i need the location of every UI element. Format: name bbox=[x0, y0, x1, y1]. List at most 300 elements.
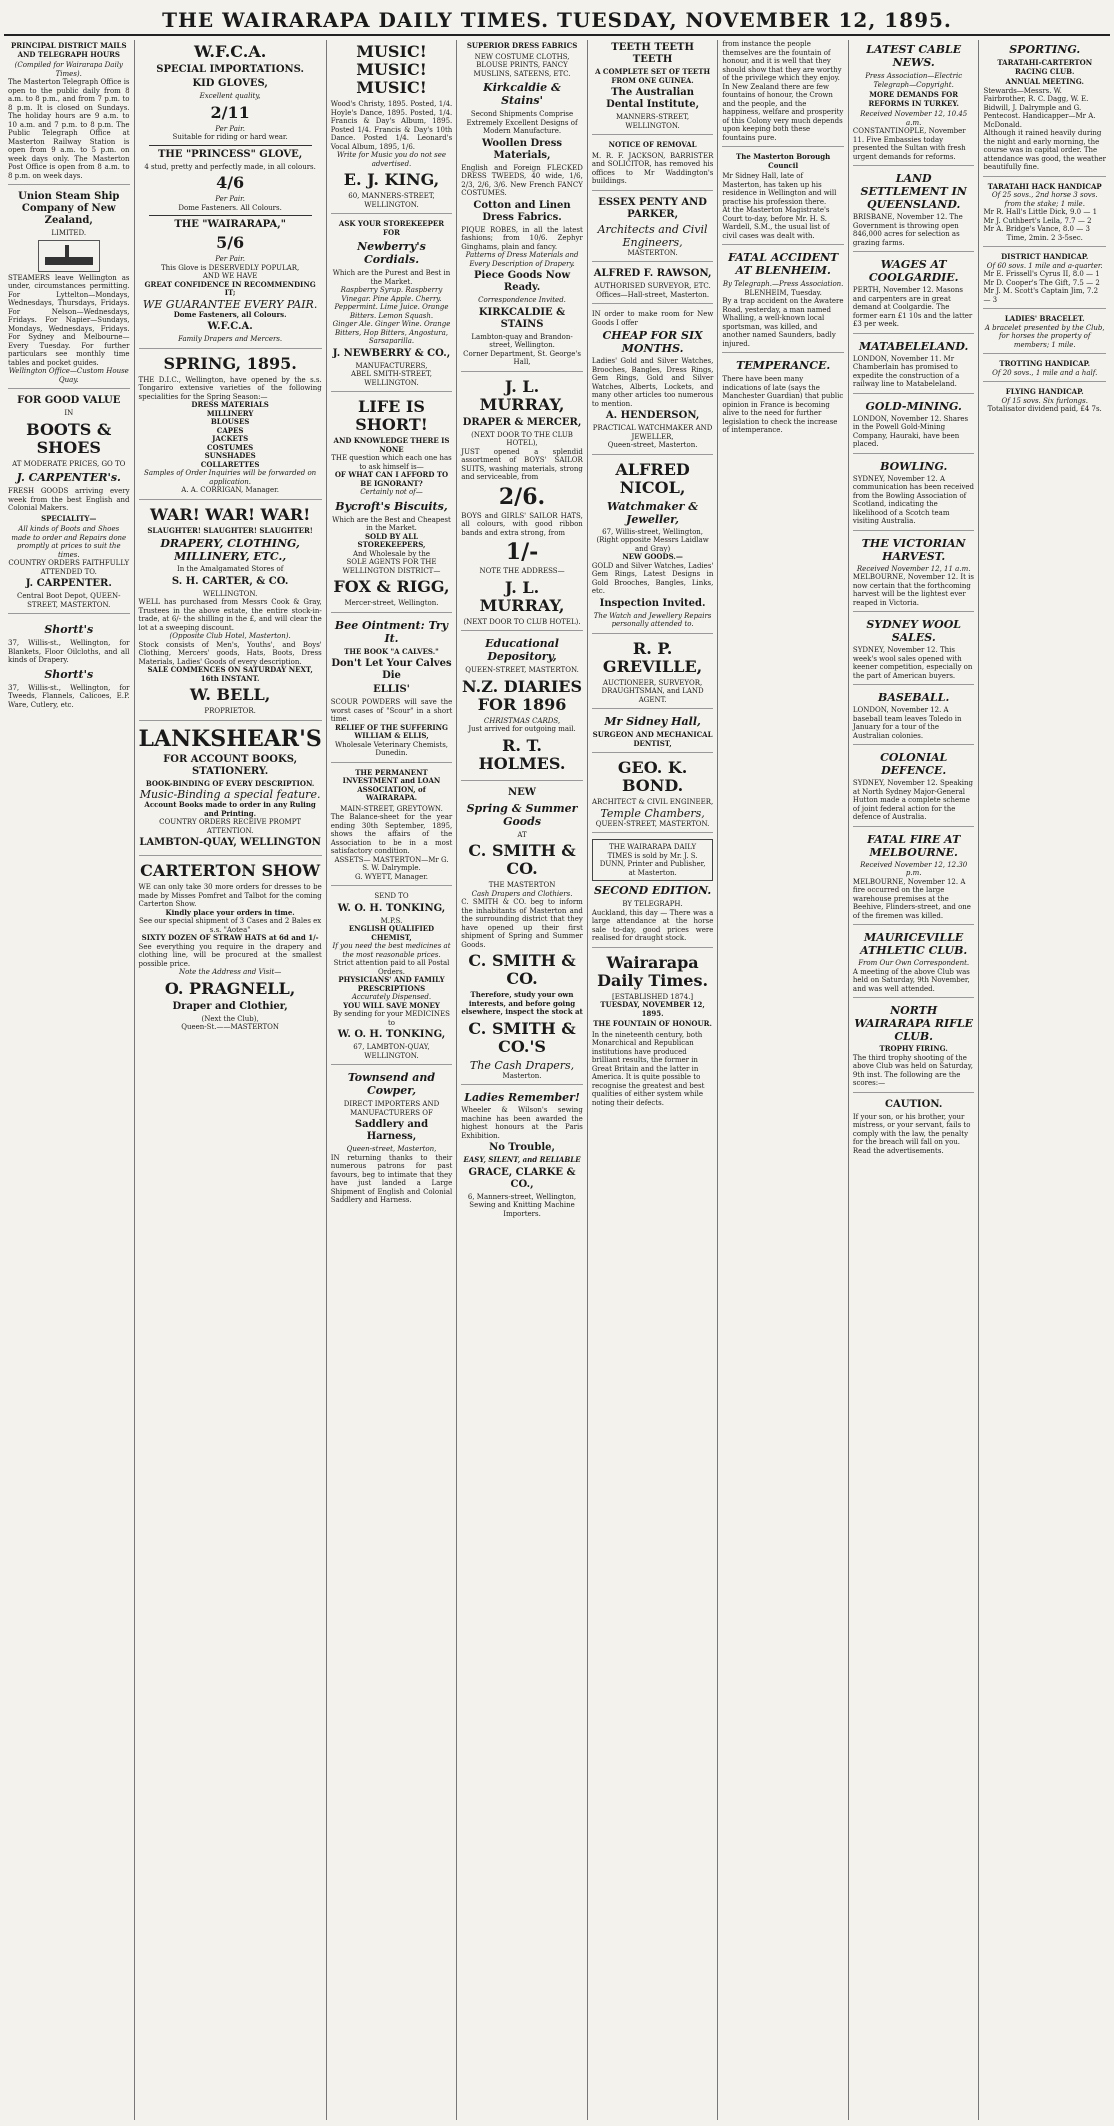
elton-name: WILLIAM & ELLIS, bbox=[354, 731, 429, 740]
price-2-11: 2/11 bbox=[210, 102, 250, 122]
union-steamship-ad bbox=[8, 191, 130, 389]
demands-date: Received November 12, 10.45 a.m. bbox=[860, 110, 968, 127]
music-heading: MUSIC! MUSIC! MUSIC! bbox=[356, 42, 427, 97]
sold: SOLD BY ALL STOREKEEPERS, bbox=[357, 531, 426, 549]
columns bbox=[4, 40, 1110, 2120]
wfca-heading: W.F.C.A. bbox=[193, 42, 267, 61]
rawson-addr: Offices—Hall-street, Masterton. bbox=[596, 290, 710, 299]
steamer-icon bbox=[38, 240, 100, 272]
taratahi-heading: TARATAHI-CARTERTON RACING CLUB. bbox=[997, 58, 1093, 76]
slaughter: SLAUGHTER! SLAUGHTER! SLAUGHTER! bbox=[147, 525, 313, 535]
permanent-body: The Balance-sheet for the year ending 30th September, 1895, shows the affairs of the Association to be in a most satisfactory condition. bbox=[330, 813, 453, 855]
grace-name: GRACE, CLARKE & CO., bbox=[468, 1166, 576, 1190]
henderson-addr: Queen-street, Masterton. bbox=[607, 441, 698, 449]
music-ad bbox=[331, 43, 453, 214]
grace-addr: 6, Manners-street, Wellington, Sewing and Knitting Machine Importers. bbox=[467, 1192, 577, 1218]
jackson: M. R. F. JACKSON, BARRISTER and SOLICITOR, has removed his offices to Mr Waddington's buildings. bbox=[591, 151, 714, 185]
demands-heading: MORE DEMANDS FOR REFORMS IN TURKEY. bbox=[868, 90, 959, 108]
ladies-body: Wheeler & Wilson's sewing machine has been awarded the highest honours at the Paris Exhibition. bbox=[461, 1106, 583, 1140]
bycroft-body: Which are the Best and Cheapest in the Market. bbox=[332, 515, 451, 532]
cheap: CHEAP FOR SIX MONTHS. bbox=[602, 329, 703, 355]
column-8 bbox=[979, 40, 1110, 2120]
fatal-body: By a trap accident on the Awatere Road, yesterday, a man named Whalling, a well-known local sportsman, was killed, and another named Saunders, badly injured. bbox=[722, 297, 844, 348]
column-1 bbox=[4, 40, 135, 2120]
spring-1895: SPRING, 1895. bbox=[163, 353, 297, 373]
latest-cable: LATEST CABLE NEWS. bbox=[866, 43, 962, 69]
wages-body: PERTH, November 12. Masons and carpenters are in great demand at Coolgardie. The former earn £1 10s and the latter £3 per week. bbox=[852, 286, 973, 328]
english-chemist: ENGLISH QUALIFIED CHEMIST, bbox=[348, 924, 435, 942]
maurice-heading: MAURICEVILLE ATHLETIC CLUB. bbox=[860, 931, 968, 957]
holmes-ad bbox=[461, 637, 583, 781]
war-ad bbox=[139, 506, 322, 721]
townsend-name: Townsend and Cowper, bbox=[347, 1071, 436, 1097]
sidney-sub: SURGEON AND MECHANICAL DENTIST, bbox=[592, 730, 713, 748]
trot-heading: TROTTING HANDICAP. bbox=[999, 359, 1091, 368]
hack-body: Of 25 sovs., 2nd horse 3 sovs. from the stake; 1 mile. bbox=[991, 191, 1098, 208]
column-3 bbox=[327, 40, 458, 2120]
spring-body: THE D.I.C., Wellington, have opened by the s.s. Tongariro extensive varieties of the following specialities for the Spring Season:— bbox=[138, 375, 322, 401]
union-heading: Union Steam Ship Company of New Zealand, bbox=[18, 191, 120, 226]
wool-heading: SYDNEY WOOL SALES. bbox=[866, 618, 962, 644]
country-orders: COUNTRY ORDERS RECEIVE PROMPT ATTENTION. bbox=[159, 818, 302, 835]
union-sub: LIMITED. bbox=[51, 229, 87, 237]
result-6: Mr J. M. Scott's Captain Jim, 7.2 — 3 bbox=[983, 287, 1099, 304]
carpenter-body: FRESH GOODS arriving every week from the best English and Colonial Makers. bbox=[8, 487, 130, 512]
temperance-heading: TEMPERANCE. bbox=[736, 359, 831, 372]
townsend-sub: DIRECT IMPORTERS AND MANUFACTURERS OF bbox=[343, 1100, 440, 1117]
holmes-name: R. T. HOLMES. bbox=[478, 735, 566, 773]
elton-header: RELIEF OF THE SUFFERING bbox=[334, 722, 449, 732]
tonking-name-2: W. O. H. TONKING, bbox=[337, 1029, 446, 1040]
wages-heading: WAGES AT COOLGARDIE. bbox=[868, 258, 959, 284]
fire-date: Received November 12, 12.30 p.m. bbox=[860, 860, 968, 877]
cash-sub: The Cash Drapers, bbox=[469, 1058, 575, 1072]
sunshades: SUNSHADES bbox=[204, 451, 256, 460]
matabele-heading: MATABELELAND. bbox=[859, 339, 969, 353]
newberry-list: Raspberry Syrup. Raspberry Vinegar. Pine Apple. Cherry. Peppermint. Lime Juice. Orange Bitters. Lemon Squash. bbox=[334, 286, 449, 320]
union-body: STEAMERS leave Wellington as under, circumstances permitting. For Lyttelton—Mondays, Wednesdays, Thursdays, Fridays. For Nelson—Wednesdays, Fridays. For Napier—Sundays, Mondays, Wednesdays, Fridays. For Sydney and Melbourne—Every Tuesday. For further particulars see monthly time tables and pocket guides. bbox=[8, 273, 130, 367]
murray-addr: (NEXT DOOR TO THE CLUB HOTEL), bbox=[471, 430, 573, 447]
music-write: Write for Music you do not see advertised. bbox=[336, 151, 447, 168]
send-to: SEND TO bbox=[374, 892, 409, 900]
fox-addr: Mercer-street, Wellington. bbox=[344, 599, 439, 607]
piece-goods: Piece Goods Now Ready. bbox=[474, 270, 571, 293]
sporting bbox=[983, 43, 1106, 177]
second-body: Auckland, this day — There was a large attendance at the horse sale to-day, good prices were realised for draught stock. bbox=[591, 908, 714, 942]
rifle-heading: NORTH WAIRARAPA RIFLE CLUB. bbox=[854, 1004, 974, 1043]
ladies-heading: LADIES' BRACELET. bbox=[1004, 314, 1085, 323]
rifle-body: The third trophy shooting of the above Club was held on Saturday, 9th inst. The following are the scores:— bbox=[852, 1053, 973, 1087]
ks-street: Corner Department, St. George's Hall, bbox=[463, 349, 581, 366]
result-3: Mr A. Bridge's Vance, 8.0 — 3 bbox=[983, 225, 1090, 233]
carpenter-spec-body: All kinds of Boots and Shoes made to order and Repairs done promptly at prices to suit the times. bbox=[11, 525, 127, 559]
we-have: AND WE HAVE bbox=[202, 272, 258, 280]
time: Time, 2min. 2 3-5sec. bbox=[1006, 233, 1083, 242]
get-medicines: If you need the best medicines at the most reasonable prices. bbox=[332, 942, 451, 959]
boots-for: FOR GOOD VALUE bbox=[17, 395, 121, 406]
leader-continued bbox=[722, 40, 844, 147]
bowling bbox=[853, 460, 975, 531]
gold-body: LONDON, November 12. Shares in the Powell Gold-Mining Company, Hauraki, have been placed. bbox=[852, 414, 969, 448]
harvest-body: MELBOURNE, November 12. It is now certain that the forthcoming harvest will be the lightest ever reaped in Victoria. bbox=[852, 573, 974, 607]
newberry-mfg: MANUFACTURERS, bbox=[355, 361, 428, 370]
leader bbox=[592, 954, 714, 1112]
fatal-accident bbox=[722, 251, 844, 353]
caution-heading: CAUTION. bbox=[885, 1098, 943, 1110]
this-glove: This Glove is DESERVEDLY POPULAR, bbox=[160, 263, 300, 272]
essex: ESSEX PENTY AND PARKER, bbox=[598, 196, 707, 220]
smith-name-4: C. SMITH & CO.'S bbox=[468, 1018, 576, 1056]
superior-sub: NEW COSTUME CLOTHS, BLOUSE PRINTS, FANCY MUSLINS, SATEENS, ETC. bbox=[473, 52, 571, 78]
murray-sub: DRAPER & MERCER, bbox=[462, 416, 582, 428]
per-pair-3: Per Pair. bbox=[215, 255, 245, 263]
newberry-name: Newberry's Cordials. bbox=[357, 240, 426, 266]
second-edition bbox=[592, 839, 714, 948]
flying-heading: FLYING HANDICAP. bbox=[1005, 387, 1084, 396]
demands-body: CONSTANTINOPLE, November 11. Five Embassies today presented the Sultan with fresh urgent demands for reforms. bbox=[852, 127, 966, 161]
matabele bbox=[853, 340, 975, 394]
final-dividend: Totalisator dividend paid, £4 7s. bbox=[987, 405, 1102, 413]
new-goods: NEW GOODS.— bbox=[622, 552, 683, 561]
bonnets: See our special shipment of 3 Cases and 2 Bales ex s.s. "Aotea" bbox=[139, 917, 322, 934]
princess-glove: THE "PRINCESS" GLOVE, bbox=[157, 148, 303, 160]
pragnell-sub: Draper and Clothier, bbox=[172, 1000, 288, 1012]
sidney-ad bbox=[592, 715, 714, 753]
harvest-heading: THE VICTORIAN HARVEST. bbox=[861, 536, 966, 563]
land-body: BRISBANE, November 12. The Government is throwing open 846,000 acres for selection as grazing farms. bbox=[852, 213, 963, 247]
carpenter-name: J. CARPENTER's. bbox=[16, 471, 121, 484]
shortts-body-2: 37, Willis-st., Wellington, for Tweeds, Flannels, Calicoes, E.P. Ware, Cutlery, etc. bbox=[8, 683, 130, 709]
quality: Excellent quality, bbox=[199, 92, 261, 100]
murray-name: J. L. MURRAY, bbox=[479, 376, 565, 414]
hack-handicap bbox=[983, 183, 1106, 248]
king-title: E. J. KING, bbox=[343, 170, 440, 189]
land-settlement bbox=[853, 172, 975, 252]
alfred-sub: Watchmaker & Jeweller, bbox=[606, 499, 699, 526]
smith-masterton-2: Masterton. bbox=[502, 1071, 542, 1080]
rawson-ad bbox=[592, 268, 714, 304]
agents: SOLE AGENTS FOR THE WELLINGTON DISTRICT— bbox=[342, 558, 441, 575]
account-books: FOR ACCOUNT BOOKS, STATIONERY. bbox=[163, 753, 298, 777]
colonial-defence bbox=[853, 751, 975, 827]
opposite-club: (Opposite Club Hotel, Masterton). bbox=[169, 632, 291, 640]
lankshear-ad bbox=[139, 727, 322, 857]
temple-addr: QUEEN-STREET, MASTERTON. bbox=[595, 819, 710, 828]
alfred-body: GOLD and Silver Watches, Ladies' Gem Rings, Latest Designs in Gold Brooches, Bangles, Links, etc. bbox=[591, 561, 714, 595]
henderson-ad bbox=[592, 310, 714, 455]
assets: ASSETS— MASTERTON—Mr G. S. W. Dalrymple. bbox=[334, 855, 449, 872]
tonking-name: W. O. H. TONKING, bbox=[337, 902, 446, 914]
second-edition-heading: SECOND EDITION. bbox=[593, 884, 712, 897]
dome-2: Dome Fasteners, all Colours. bbox=[173, 309, 287, 319]
boots-prices: AT MODERATE PRICES, GO TO bbox=[12, 459, 126, 468]
wages bbox=[853, 258, 975, 334]
bond: GEO. K. BOND. bbox=[617, 758, 688, 795]
lankshear-name: LANKSHEAR'S bbox=[138, 725, 322, 752]
greville: R. P. GREVILLE, bbox=[602, 638, 703, 676]
australian: The Australian Dental Institute, bbox=[606, 87, 700, 110]
news-2: At the Masterton Magistrate's Court to-day, before Mr. H. S. Wardell, S.M., the usual list of civil cases was dealt with. bbox=[722, 206, 830, 240]
carter-body: WELL has purchased from Messrs Cook & Gray, Trustees in the above estate, the entire stock-in-trade, at 6/- the shilling in the £, and will clear the lot at a sweeping discount. bbox=[138, 598, 322, 632]
alfred-opp: (Right opposite Messrs Laidlaw and Gray) bbox=[596, 536, 709, 553]
life-short: LIFE IS SHORT! bbox=[355, 397, 428, 434]
family-drapers: Family Drapers and Mercers. bbox=[178, 335, 283, 343]
shortts-name-2: Shortt's bbox=[44, 667, 94, 681]
music-body: Wood's Christy, 1895. Posted, 1/4. Hoyle's Dance, 1895. Posted, 1/4. Francis & Day's Album, 1895. Posted 1/4. Francis & Day's 10th Dance. Posted 1/4. Leonard's Vocal Album, 1895, 1/6. bbox=[330, 100, 453, 151]
pragnell-ad bbox=[139, 862, 322, 1036]
superior: SUPERIOR DRESS FABRICS bbox=[466, 41, 578, 50]
carpenter-spec: SPECIALITY— bbox=[41, 513, 97, 523]
caution bbox=[853, 1099, 975, 1160]
easy-silent: EASY, SILENT, and RELIABLE bbox=[463, 1155, 581, 1164]
times-logo: Wairarapa Daily Times. bbox=[597, 952, 709, 990]
fatal-by-tel: By Telegraph.—Press Association. bbox=[722, 280, 844, 288]
main-st: MAIN-STREET, GREYTOWN. bbox=[340, 804, 443, 813]
annual-body: Stewards—Messrs. W. Fairbrother, R. C. Dagg, W. E. Bidwill, J. Dalrymple and G. Pentecost. Handicapper—Mr A. McDonald. bbox=[983, 86, 1096, 129]
price-5-6: 5/6 bbox=[216, 233, 245, 252]
war-heading: WAR! WAR! WAR! bbox=[150, 504, 311, 524]
local-news bbox=[722, 153, 844, 245]
bee-ointment: Bee Ointment: Try It. bbox=[334, 618, 449, 645]
fire-heading: FATAL FIRE AT MELBOURNE. bbox=[867, 832, 961, 859]
smith-ad bbox=[461, 787, 583, 1086]
baseball bbox=[853, 691, 975, 745]
baseball-heading: BASEBALL. bbox=[878, 691, 950, 704]
bowling-body: SYDNEY, November 12. A communication has been received from the Bowling Association of Scotland, indicating the likelihood of a Scotch team visiting Australia. bbox=[852, 474, 975, 525]
murray-name-2: J. L. MURRAY, bbox=[479, 577, 565, 615]
scours: SCOUR POWDERS will save the worst cases of "Scour" in a short time. bbox=[330, 698, 453, 723]
murray-addr-2: (NEXT DOOR TO CLUB HOTEL). bbox=[463, 617, 581, 626]
australian-addr: MANNERS-STREET, WELLINGTON. bbox=[616, 113, 690, 130]
district-heading: DISTRICT HANDICAP. bbox=[1001, 252, 1089, 261]
kindly: Kindly place your orders in time. bbox=[165, 907, 295, 917]
cotton-body: PIQUE ROBES, in all the latest fashions; from 10/6. Zephyr Ginghams, plain and fancy. bbox=[461, 225, 583, 251]
murray-body: JUST opened a splendid assortment of BOYS' SAILOR SUITS, washing materials, strong and serviceable, from bbox=[461, 447, 583, 481]
ks-name: KIRKCALDIE & STAINS bbox=[478, 306, 566, 330]
shortts-body-1: 37, Willis-st., Wellington, for Blankets, Floor Oilcloths, and all kinds of Drapery. bbox=[8, 639, 130, 664]
column-4 bbox=[457, 40, 588, 2120]
annual-meeting: ANNUAL MEETING. bbox=[1005, 77, 1084, 86]
saddlery-body: IN returning thanks to their numerous patrons for past favours, beg to intimate that they have just landed a Large Shipment of English and Colonial Saddlery and Harness. bbox=[330, 1153, 453, 1204]
result-4: Mr E. Frissell's Cyrus II, 8.0 — 1 bbox=[983, 270, 1100, 278]
kirkcaldie-name: Kirkcaldie & Stains' bbox=[483, 81, 561, 107]
watch-hd: IN order to make room for New Goods I offer bbox=[591, 310, 714, 327]
costumes: COSTUMES bbox=[207, 442, 254, 452]
collarettes: COLLARETTES bbox=[200, 459, 260, 469]
carter-name: S. H. CARTER, & CO. bbox=[171, 575, 289, 587]
fountain-body: In the nineteenth century, both Monarchical and Republican institutions have produced brilliant results, the former in Great Britain and the latter in America. It is quite possible to recognise the greatest and best qualities of either system while noting their defects. bbox=[591, 1030, 705, 1107]
certainly: Certainly not of— bbox=[360, 488, 423, 496]
notice-heading: NOTICE OF REMOVAL bbox=[608, 140, 697, 149]
carterton-show: CARTERTON SHOW bbox=[140, 861, 321, 880]
accurately: Accurately Dispensed. bbox=[351, 993, 432, 1001]
newberry-ginger: Ginger Ale. Ginger Wine. Orange Bitters, Hop Bitters, Angostura, Sarsaparilla. bbox=[332, 320, 451, 345]
newberry-made: Which are the Purest and Best in the Market. bbox=[332, 269, 451, 286]
saddlery-addr: Queen-street, Masterton, bbox=[346, 1145, 437, 1153]
fox-rigg: FOX & RIGG, bbox=[333, 577, 450, 596]
grace-ad bbox=[461, 1091, 583, 1222]
fatal-place: BLENHEIM, Tuesday. bbox=[744, 288, 822, 297]
everything: See everything you require in the drapery and clothing line, will be procured at the smallest possible price. bbox=[138, 942, 322, 968]
christmas: CHRISTMAS CARDS, bbox=[483, 716, 561, 725]
sporting-heading: SPORTING. bbox=[1009, 43, 1081, 56]
column-7 bbox=[849, 40, 980, 2120]
townsend-ad bbox=[331, 1071, 453, 1209]
sixty-dozen: SIXTY DOZEN OF STRAW HATS at 6d and 1/- bbox=[141, 933, 319, 942]
postal-attention: Strict attention paid to all Postal Orders. bbox=[333, 959, 450, 976]
cash-drapers: Cash Drapers and Clothiers. bbox=[471, 889, 573, 898]
ladies-bracelet bbox=[983, 315, 1106, 354]
tonking-ad bbox=[331, 892, 453, 1065]
architects: Architects and Civil Engineers, bbox=[597, 222, 708, 249]
carpenter-country: COUNTRY ORDERS FAITHFULLY ATTENDED TO. bbox=[8, 559, 130, 576]
latest-sub: Press Association—Electric Telegraph—Copyright. bbox=[865, 72, 963, 89]
great-confidence: GREAT CONFIDENCE IN RECOMMENDING IT; bbox=[144, 279, 316, 297]
notice-removal bbox=[592, 141, 714, 191]
know-body: THE question which each one has to ask himself is— bbox=[331, 454, 452, 471]
rifle-club bbox=[853, 1004, 975, 1093]
shortts-ad bbox=[8, 620, 130, 713]
ladies-body: A bracelet presented by the Club, for horses the property of members; 1 mile. bbox=[984, 323, 1105, 349]
bycroft-name: Bycroft's Biscuits, bbox=[335, 499, 448, 513]
greville-ad bbox=[592, 640, 714, 710]
dome-1: Dome Fasteners. All Colours. bbox=[178, 203, 282, 212]
note-address: Note the Address and Visit— bbox=[178, 968, 282, 976]
union-footer: Wellington Office—Custom House Quay. bbox=[8, 367, 129, 384]
trophy-firing: TROPHY FIRING. bbox=[879, 1044, 948, 1053]
temperance-body: There have been many indications of late (says the Manchester Guardian) that public opinion in France is becoming alive to the need for further legislation to check the increase of intemperance. bbox=[722, 375, 844, 434]
at: AT bbox=[517, 830, 527, 839]
permanent-heading: THE PERMANENT INVESTMENT and LOAN ASSOCIATION, of WAIRARAPA. bbox=[342, 767, 441, 802]
saddlery: Saddlery and Harness, bbox=[354, 1119, 429, 1142]
woollen-body: English and Foreign FLECKED DRESS TWEEDS, 40 wide, 1/6, 2/3, 2/6, 3/6. New French FANCY COSTUMES. bbox=[461, 163, 583, 197]
rawson: ALFRED F. RAWSON, bbox=[593, 268, 712, 279]
inspection: Inspection Invited. bbox=[599, 597, 706, 609]
by-telegraph: BY TELEGRAPH. bbox=[622, 900, 683, 908]
bell-name: W. BELL, bbox=[189, 685, 271, 704]
samples: Samples of Order Inquiries will be forwarded on application. bbox=[144, 469, 317, 486]
trotting-handicap bbox=[983, 360, 1106, 382]
patterns: Patterns of Dress Materials and Every Description of Drapery. bbox=[465, 251, 579, 268]
teeth-heading: TEETH TEETH TEETH bbox=[611, 42, 694, 65]
smith-name-3: C. SMITH & CO. bbox=[468, 951, 576, 988]
gold-mining bbox=[853, 400, 975, 454]
masthead bbox=[4, 0, 1110, 36]
column-5 bbox=[588, 40, 719, 2120]
ellis: ELLIS' bbox=[373, 684, 410, 695]
bycroft-ad bbox=[331, 398, 453, 613]
wool-body: SYDNEY, November 12. This week's wool sales opened with keener competition, especially on the part of American buyers. bbox=[852, 646, 973, 680]
matabele-body: LONDON, November 11. Mr Chamberlain has promised to expedite the construction of a railway line to Matabeleland. bbox=[852, 354, 960, 388]
sending: By sending for your MEDICINES to bbox=[333, 1010, 450, 1027]
millinery: MILLINERY bbox=[206, 408, 254, 418]
leader-date: TUESDAY, NOVEMBER 12, 1895. bbox=[600, 1000, 705, 1018]
alfred-nicol: ALFRED NICOL, bbox=[615, 459, 690, 497]
bond-sub: ARCHITECT & CIVIL ENGINEER, bbox=[591, 798, 714, 806]
queen-st: Queen-St.——MASTERTON bbox=[181, 1023, 279, 1031]
colonial-heading: COLONIAL DEFENCE. bbox=[880, 751, 948, 777]
special-importations: SPECIAL IMPORTATIONS. bbox=[156, 64, 305, 75]
mails-sub: (Compiled for Wairarapa Daily Times). bbox=[14, 61, 123, 78]
physicians: PHYSICIANS' AND FAMILY PRESCRIPTIONS bbox=[338, 975, 445, 993]
sold2: And Wholesale by the bbox=[352, 549, 431, 558]
smith-body: C. SMITH & CO. beg to inform the inhabitants of Masterton and the surrounding district that they have opened up their first shipment of Spring and Summer Goods. bbox=[461, 898, 583, 949]
column-2 bbox=[135, 40, 327, 2120]
next-club: (Next the Club), bbox=[201, 1014, 259, 1023]
essex-ad bbox=[592, 197, 714, 263]
dic-spring-ad bbox=[139, 355, 322, 500]
corrigan: A. A. CORRIGAN, Manager. bbox=[181, 486, 279, 494]
council-heading: The Masterton Borough Council bbox=[736, 152, 831, 170]
just-arrived: Just arrived for outgoing mail. bbox=[468, 725, 576, 733]
therefore: Therefore, study your own interests, and before going elsewhere, inspect the stock at bbox=[461, 990, 583, 1016]
mails-body: The Masterton Telegraph Office is open to the public daily from 8 a.m. to 8 p.m., and from 7 p.m. to 8 p.m. It is closed on Sundays. The holiday hours are 9 a.m. to 10 a.m. and 7 p.m. to 8 p.m. The Public Telegraph Office at Masterton Railway Station is open from 9 a.m. to 5 p.m. on week days only. The Masterton Post Office is open from 8 a.m. to 8 p.m. on week days. bbox=[8, 78, 130, 180]
mails-notice bbox=[8, 42, 130, 185]
blouses: BLOUSES bbox=[210, 417, 250, 426]
nicol-ad bbox=[592, 461, 714, 634]
holmes-queen: QUEEN-STREET, MASTERTON. bbox=[465, 666, 579, 674]
smith-name: C. SMITH & CO. bbox=[468, 841, 576, 878]
account-order: Account Books made to order in any Ruling and Printing. bbox=[144, 800, 316, 818]
kirkcaldie-sub: Second Shipments Comprise Extremely Excellent Designs of Modern Manufacture. bbox=[466, 110, 578, 135]
fountain-heading: THE FOUNTAIN OF HONOUR. bbox=[593, 1019, 712, 1028]
save-money: YOU WILL SAVE MONEY bbox=[343, 1000, 440, 1010]
fatal-fire bbox=[853, 833, 975, 926]
district-handicap bbox=[983, 253, 1106, 309]
fatal-heading: FATAL ACCIDENT AT BLENHEIM. bbox=[728, 251, 839, 277]
stock-body: Stock consists of Men's, Youths', and Boys' Clothing, Mercers' goods, Hats, Boots, Dress Materials, Ladies' Goods of every description. bbox=[138, 640, 322, 666]
kid-gloves: KID GLOVES, bbox=[192, 78, 268, 89]
baseball-body: LONDON, November 12. A baseball team leaves Toledo in January for a tour of the Australian colonies. bbox=[852, 706, 962, 740]
henderson-sub: PRACTICAL WATCHMAKER AND JEWELLER, bbox=[592, 424, 713, 441]
result-1: Mr R. Hall's Little Dick, 9.0 — 1 bbox=[983, 208, 1098, 216]
smith-masterton: THE MASTERTON bbox=[488, 881, 556, 889]
watch-body: Ladies' Gold and Silver Watches, Brooches, Bangles, Dress Rings, Gem Rings, Gold and Silver Watches, Alberts, Lockets, and many other articles too numerous to mention. bbox=[591, 357, 714, 408]
bond-ad bbox=[592, 759, 714, 833]
suitable: Suitable for riding or hard wear. bbox=[172, 133, 288, 141]
sale-commences: SALE COMMENCES ON SATURDAY NEXT, 16th INSTANT. bbox=[147, 665, 313, 683]
trot-body: Of 20 sovs., 1 mile and a half. bbox=[992, 368, 1098, 377]
leader-cont-body: from instance the people themselves are the fountain of honour, and it is well that they should show that they are worthy of the privilege which they enjoy. In New Zealand there are few fountains of honour, the Crown and the people, and the happiness, welfare and prosperity of this Colony very much depends upon keeping both these fountains pure. bbox=[722, 40, 844, 142]
greville-sub: AUCTIONEER, SURVEYOR, DRAUGHTSMAN, and LAND AGENT. bbox=[601, 678, 704, 704]
flying-body: Of 15 sovs. Six furlongs. bbox=[1001, 396, 1088, 405]
sidney: Mr Sidney Hall, bbox=[604, 715, 701, 728]
wool-sales bbox=[853, 618, 975, 685]
newberry-ad bbox=[331, 220, 453, 392]
cotton: Cotton and Linen Dress Fabrics. bbox=[473, 199, 571, 223]
blest: OF WHAT CAN I AFFORD TO BE IGNORANT? bbox=[334, 470, 449, 488]
mails-heading: PRINCIPAL DISTRICT MAILS AND TELEGRAPH HOURS bbox=[11, 41, 127, 59]
lambton-quay: LAMBTON-QUAY, WELLINGTON bbox=[139, 837, 321, 848]
news-1: Mr Sidney Hall, late of Masterton, has taken up his residence in Wellington and will practise his profession there. bbox=[722, 172, 837, 206]
result-5: Mr D. Cooper's The Gift, 7.5 — 2 bbox=[983, 278, 1100, 287]
newberry-addr: ABEL SMITH-STREET, WELLINGTON. bbox=[351, 370, 432, 387]
complete-set: A COMPLETE SET OF TEETH FROM ONE GUINEA. bbox=[595, 67, 711, 85]
caution-body: If your son, or his brother, your mistress, or your servant, fails to comply with the law, the penalty for the breach will fall on you. Read the advertisements. bbox=[852, 1112, 971, 1155]
per-pair-1: Per Pair. bbox=[215, 124, 245, 133]
pragnell-name: O. PRAGNELL, bbox=[164, 978, 296, 998]
price-4-6: 4/6 bbox=[216, 173, 245, 192]
educational: Educational Depository, bbox=[485, 637, 559, 663]
mauriceville-club bbox=[853, 931, 975, 998]
hack-heading: TARATAHI HACK HANDICAP bbox=[987, 181, 1102, 191]
land-heading: LAND SETTLEMENT IN QUEENSLAND. bbox=[860, 172, 967, 211]
princess-body: 4 stud, pretty and perfectly made, in all colours. bbox=[144, 162, 316, 171]
temple: Temple Chambers, bbox=[600, 806, 705, 820]
maurice-sub: From Our Own Correspondent. bbox=[858, 959, 970, 967]
permanent-ad bbox=[331, 769, 453, 887]
watch-repair: The Watch and Jewellery Repairs personally attended to. bbox=[593, 611, 712, 628]
